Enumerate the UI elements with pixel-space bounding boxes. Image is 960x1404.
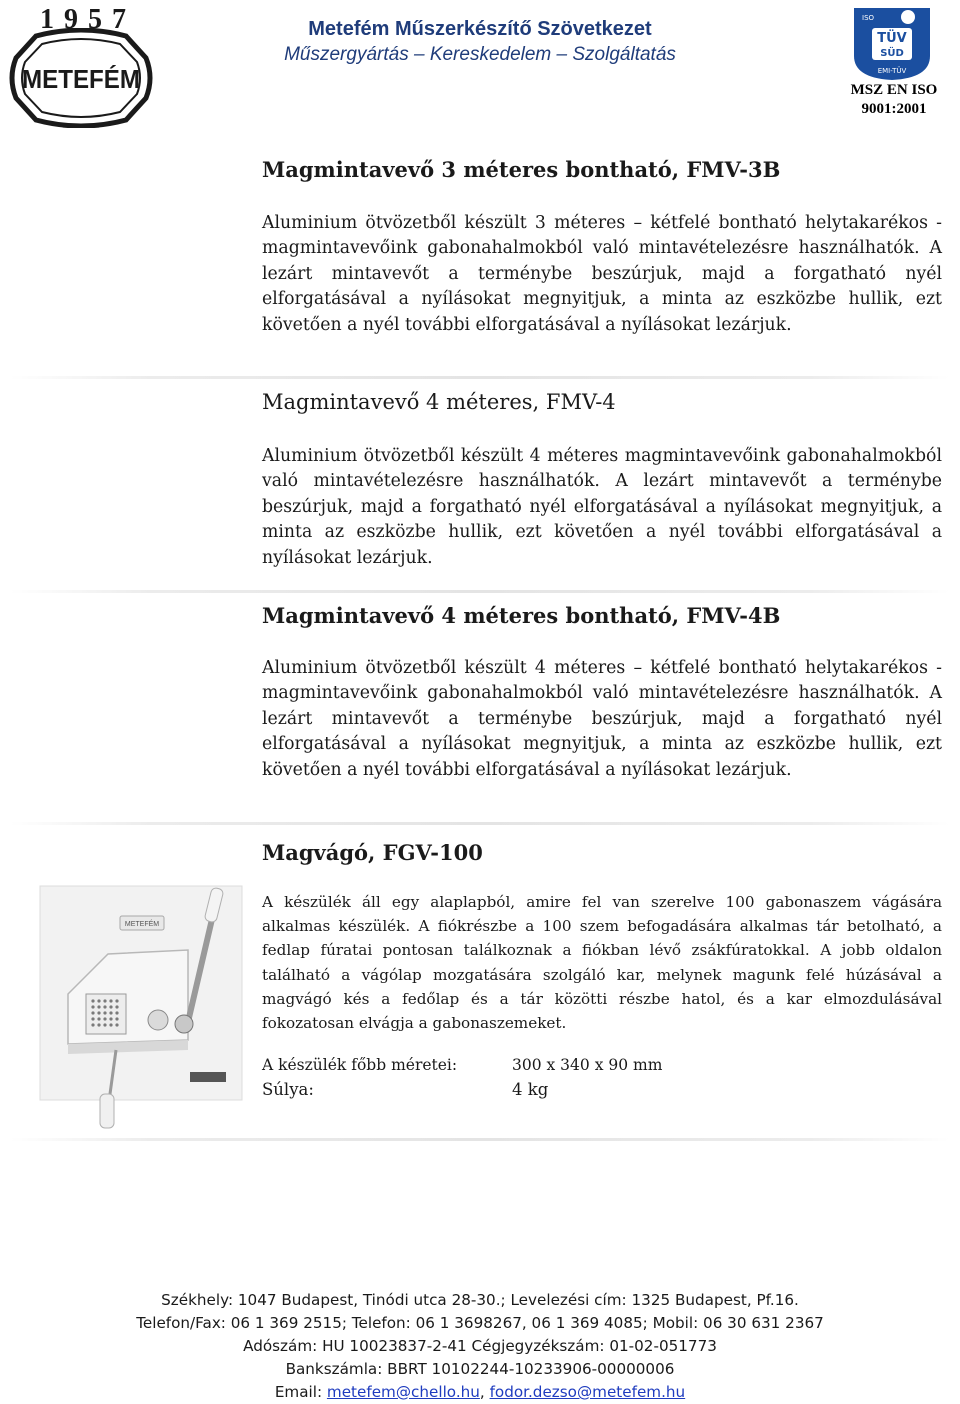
metefem-logo bbox=[6, 28, 156, 128]
logo-text: METEFÉM bbox=[22, 64, 140, 94]
iso-standard-line1: MSZ EN ISO bbox=[850, 82, 938, 98]
footer-email bbox=[0, 1383, 960, 1401]
section-title-fmv-3b: Magmintavevő 3 méteres bontható, FMV-3B bbox=[262, 157, 781, 182]
spec-weight-value: 4 kg bbox=[512, 1080, 549, 1099]
section-title-main: Magmintavevő 4 méteres, bbox=[262, 390, 546, 414]
section-text-fmv-4b: Aluminium ötvözetből készült 4 méteres – kétfelé bontható helytakarékos - magmintavevőink gabonahalmokból való mintavételezésre használhatók. A lezárt mintavevőt a terménybe beszúrjuk, majd a forgatható nyél elforgatásával a nyílásokat megnyitjuk, a minta az eszközbe hullik, ezt követően a nyél további elforgatásával a nyílásokat lezárjuk. bbox=[262, 658, 942, 780]
email-link-metefem-chello[interactable]: metefem@chello.hu bbox=[326, 1383, 480, 1401]
grain-cutter-device-image bbox=[38, 884, 246, 1134]
section-title-code: FMV-4 bbox=[545, 390, 616, 414]
section-divider bbox=[10, 822, 950, 825]
section-title-fmv-4b: Magmintavevő 4 méteres bontható, FMV-4B bbox=[262, 603, 781, 628]
section-text-fgv-100: A készülék áll egy alaplapból, amire fel van szerelve 100 gabonaszem vágására alkalmas készülék. A fiókrészbe a 100 szem befogadására alkalmas tár betolható, a fedlap fúratai pontosan találkoznak a fiókban lévő zsákfúratokkal. A jobb oldalon található a vágólap mozgatására szolgáló kar, melynek magunk felé húzásával a magvágó kés a fedőlap és a tár közötti részbe hatol, és a kar elmozdulásával fokozatosan elvágja a gabonaszemeket. bbox=[262, 893, 942, 1033]
section-text-fmv-3b: Aluminium ötvözetből készült 3 méteres – kétfelé bontható helytakarékos - magmintavevőink gabonahalmokból való mintavételezésre használhatók. A lezárt mintavevőt a terménybe beszúrjuk, majd a forgatható nyél elforgatásával a nyílásokat megnyitjuk, a minta az eszközbe hullik, ezt követően a nyél további elforgatásával a nyílásokat lezárjuk. bbox=[262, 213, 942, 335]
spec-dimensions-label: A készülék főbb méretei: bbox=[262, 1056, 458, 1074]
iso-standard-line2: 9001:2001 bbox=[861, 101, 927, 117]
spec-weight-label: Súlya: bbox=[262, 1080, 314, 1099]
footer-phones: Telefon/Fax: 06 1 369 2515; Telefon: 06 1 3698267, 06 1 369 4085; Mobil: 06 30 631 2367 bbox=[136, 1314, 824, 1332]
section-text-fmv-4: Aluminium ötvözetből készült 4 méteres magmintavevőink gabonahalmokból való mintavételezésre használhatók. A lezárt mintavevőt a terménybe beszúrjuk, majd a forgatható nyél elforgatásával a nyílásokat megnyitjuk, a minta az eszközbe hullik, ezt követően a nyél további elforgatásával a nyílásokat lezárjuk. bbox=[262, 446, 942, 568]
section-divider bbox=[10, 1138, 950, 1141]
section-divider bbox=[10, 590, 950, 593]
tuv-certificate-badge bbox=[850, 4, 934, 82]
footer-bank-account: Bankszámla: BBRT 10102244-10233906-00000006 bbox=[285, 1360, 675, 1378]
tuv-bottom-text: SÜD bbox=[880, 48, 904, 59]
tuv-band-text: EMI-TÜV bbox=[877, 67, 907, 75]
footer-address: Székhely: 1047 Budapest, Tinódi utca 28-30.; Levelezési cím: 1325 Budapest, Pf.16. bbox=[161, 1291, 799, 1309]
company-name: Metefém Műszerkészítő Szövetkezet bbox=[308, 18, 652, 40]
tuv-side-text: ISO bbox=[862, 14, 875, 22]
spec-dimensions-value: 300 x 340 x 90 mm bbox=[512, 1056, 663, 1074]
section-title-fmv-4 bbox=[262, 390, 616, 414]
section-title-fgv-100: Magvágó, FGV-100 bbox=[262, 840, 483, 865]
tuv-top-text: TÜV bbox=[877, 31, 907, 46]
company-tagline: Műszergyártás – Kereskedelem – Szolgáltatás bbox=[284, 44, 676, 65]
footer-email-separator: , bbox=[479, 1383, 490, 1401]
email-link-fodor-dezso[interactable]: fodor.dezso@metefem.hu bbox=[489, 1383, 686, 1401]
device-plate-text: METEFÉM bbox=[124, 921, 160, 928]
footer-email-label: Email: bbox=[274, 1383, 327, 1401]
logo-year: 1957 bbox=[40, 4, 136, 35]
footer-tax-registry: Adószám: HU 10023837-2-41 Cégjegyzékszám: 01-02-051773 bbox=[243, 1337, 717, 1355]
section-divider bbox=[10, 376, 950, 379]
